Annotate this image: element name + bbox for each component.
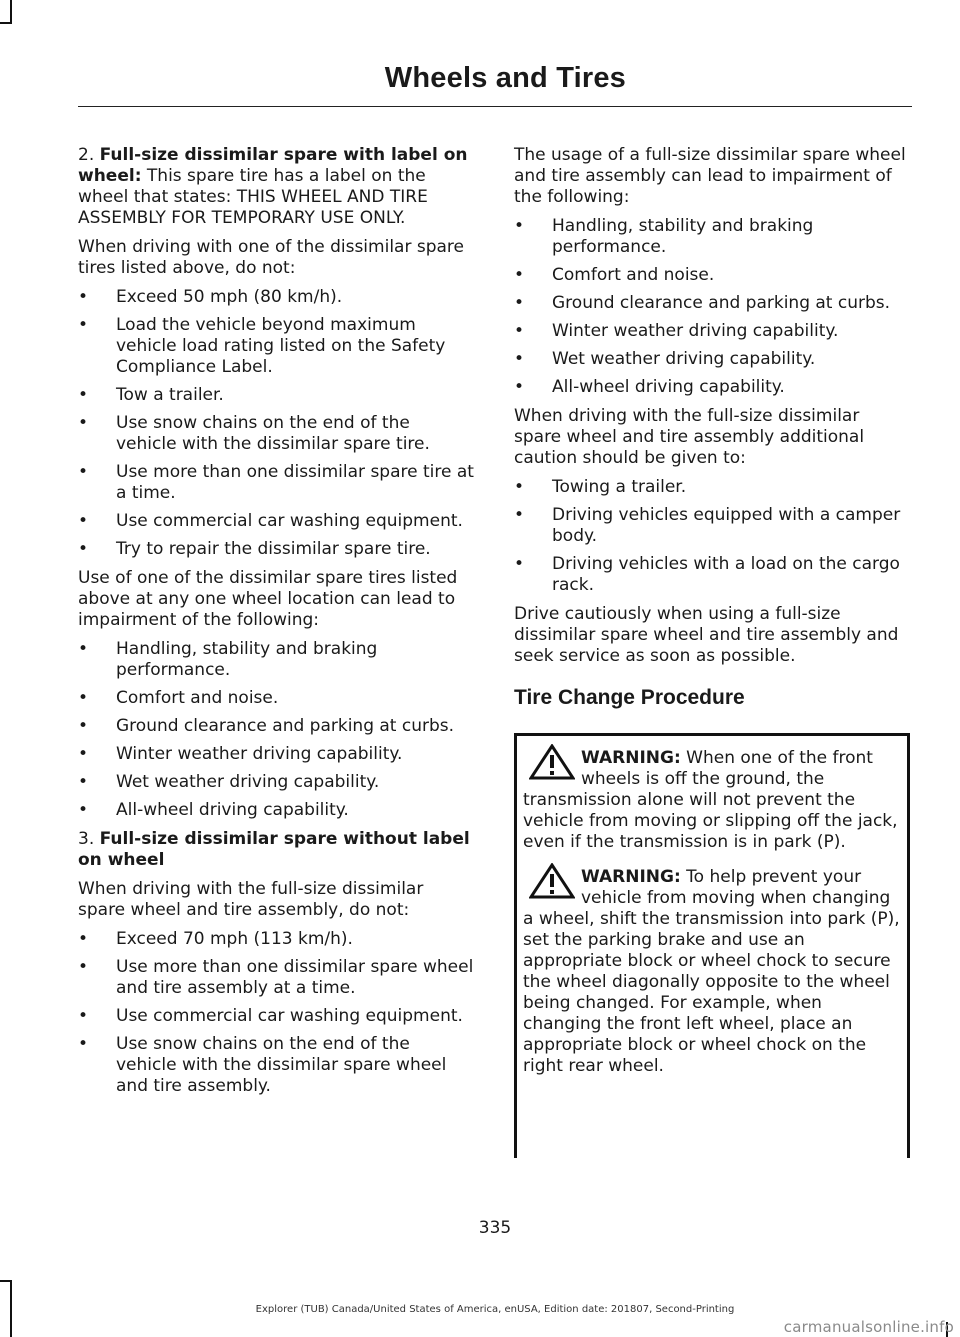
crop-mark: [0, 1280, 12, 1282]
crop-mark: [0, 22, 12, 24]
right-column: [514, 145, 910, 1158]
item-2-paragraph: 2. Full-size dissimilar spare with label on wheel: This spare tire has a label on the wheel that states: THIS WHEEL AND TIRE ASSEMBLY FOR TEMPORARY USE ONLY.: [78, 145, 468, 228]
fullsize-intro: When driving with the full-size dissimilar spare wheel and tire assembly, do not:: [78, 879, 424, 920]
list-item: • Ground clearance and parking at curbs.: [514, 293, 910, 314]
header-divider: [78, 106, 912, 107]
list-item: • Winter weather driving capability.: [514, 321, 910, 342]
fullsize-do-not-list: [78, 929, 474, 1097]
warning-label: WARNING:: [581, 867, 681, 887]
watermark: carmanualsonline.info: [783, 1318, 954, 1336]
impairment-list: [78, 639, 474, 821]
page-title: Wheels and Tires: [384, 62, 626, 94]
list-item: • Handling, stability and braking performance.: [78, 639, 474, 681]
list-item: • All-wheel driving capability.: [514, 377, 910, 398]
list-item: • Use snow chains on the end of the vehicle with the dissimilar spare tire.: [78, 413, 474, 455]
impairment-intro: Use of one of the dissimilar spare tires listed above at any one wheel location can lead to impairment of the following:: [78, 568, 458, 630]
usage-intro: The usage of a full-size dissimilar spare wheel and tire assembly can lead to impairment of the following:: [514, 145, 906, 207]
list-item: • Driving vehicles equipped with a camper body.: [514, 505, 910, 547]
item-2-heading: Full-size dissimilar spare with label on wheel:: [78, 145, 468, 186]
list-item: • All-wheel driving capability.: [78, 800, 474, 821]
page-number: 335: [478, 1218, 512, 1238]
list-item: • Try to repair the dissimilar spare tire.: [78, 539, 474, 560]
warning-text: To help prevent your vehicle from moving when changing a wheel, shift the transmission into park (P), set the parking brake and use an appropriate block or wheel chock to secure the wheel diagonally opposite to the wheel being changed. For example, when changing the front left wheel, place an appropriate block or wheel chock on the right rear wheel.: [523, 867, 900, 1076]
list-item: • Exceed 70 mph (113 km/h).: [78, 929, 474, 950]
list-item: • Use more than one dissimilar spare wheel and tire assembly at a time.: [78, 957, 474, 999]
warning-text: When one of the front wheels is off the ground, the transmission alone will not prevent the vehicle from moving or slipping off the jack, even if the transmission is in park (P).: [523, 748, 898, 852]
list-item: • Comfort and noise.: [514, 265, 910, 286]
list-item: • Use commercial car washing equipment.: [78, 511, 474, 532]
drive-cautiously-paragraph: Drive cautiously when using a full-size dissimilar spare wheel and tire assembly and seek service as soon as possible.: [514, 604, 899, 666]
list-item: • Driving vehicles with a load on the cargo rack.: [514, 554, 910, 596]
section-heading: Tire Change Procedure: [514, 686, 745, 709]
list-item: • Use commercial car washing equipment.: [78, 1006, 474, 1027]
item-3-paragraph: 3. Full-size dissimilar spare without label on wheel: [78, 829, 470, 870]
crop-mark: [10, 0, 12, 22]
caution-intro: When driving with the full-size dissimilar spare wheel and tire assembly additional caution should be given to:: [514, 406, 865, 468]
dissimilar-intro: When driving with one of the dissimilar spare tires listed above, do not:: [78, 237, 464, 278]
usage-list: [514, 216, 910, 398]
list-item: • Towing a trailer.: [514, 477, 910, 498]
list-item: • Handling, stability and braking performance.: [514, 216, 910, 258]
list-item: • Comfort and noise.: [78, 688, 474, 709]
caution-list: [514, 477, 910, 596]
list-item: • Tow a trailer.: [78, 385, 474, 406]
list-item: • Use snow chains on the end of the vehicle with the dissimilar spare wheel and tire assembly.: [78, 1034, 474, 1097]
footer-edition: Explorer (TUB) Canada/United States of America, enUSA, Edition date: 201807, Second-Printing: [255, 1304, 735, 1315]
list-item: • Use more than one dissimilar spare tire at a time.: [78, 462, 474, 504]
item-3-heading: Full-size dissimilar spare without label on wheel: [78, 829, 470, 870]
warning-item: [523, 748, 901, 853]
warning-triangle-icon: [529, 863, 575, 899]
list-item: • Exceed 50 mph (80 km/h).: [78, 287, 474, 308]
list-item: • Wet weather driving capability.: [78, 772, 474, 793]
list-item: • Ground clearance and parking at curbs.: [78, 716, 474, 737]
left-column: [78, 145, 474, 1105]
warning-item: [523, 867, 901, 1077]
list-item: • Wet weather driving capability.: [514, 349, 910, 370]
warning-triangle-icon: [529, 744, 575, 780]
do-not-list: [78, 287, 474, 560]
warning-box: [514, 733, 910, 1158]
list-item: • Load the vehicle beyond maximum vehicle load rating listed on the Safety Compliance Label.: [78, 315, 474, 378]
warning-label: WARNING:: [581, 748, 681, 768]
list-item: • Winter weather driving capability.: [78, 744, 474, 765]
